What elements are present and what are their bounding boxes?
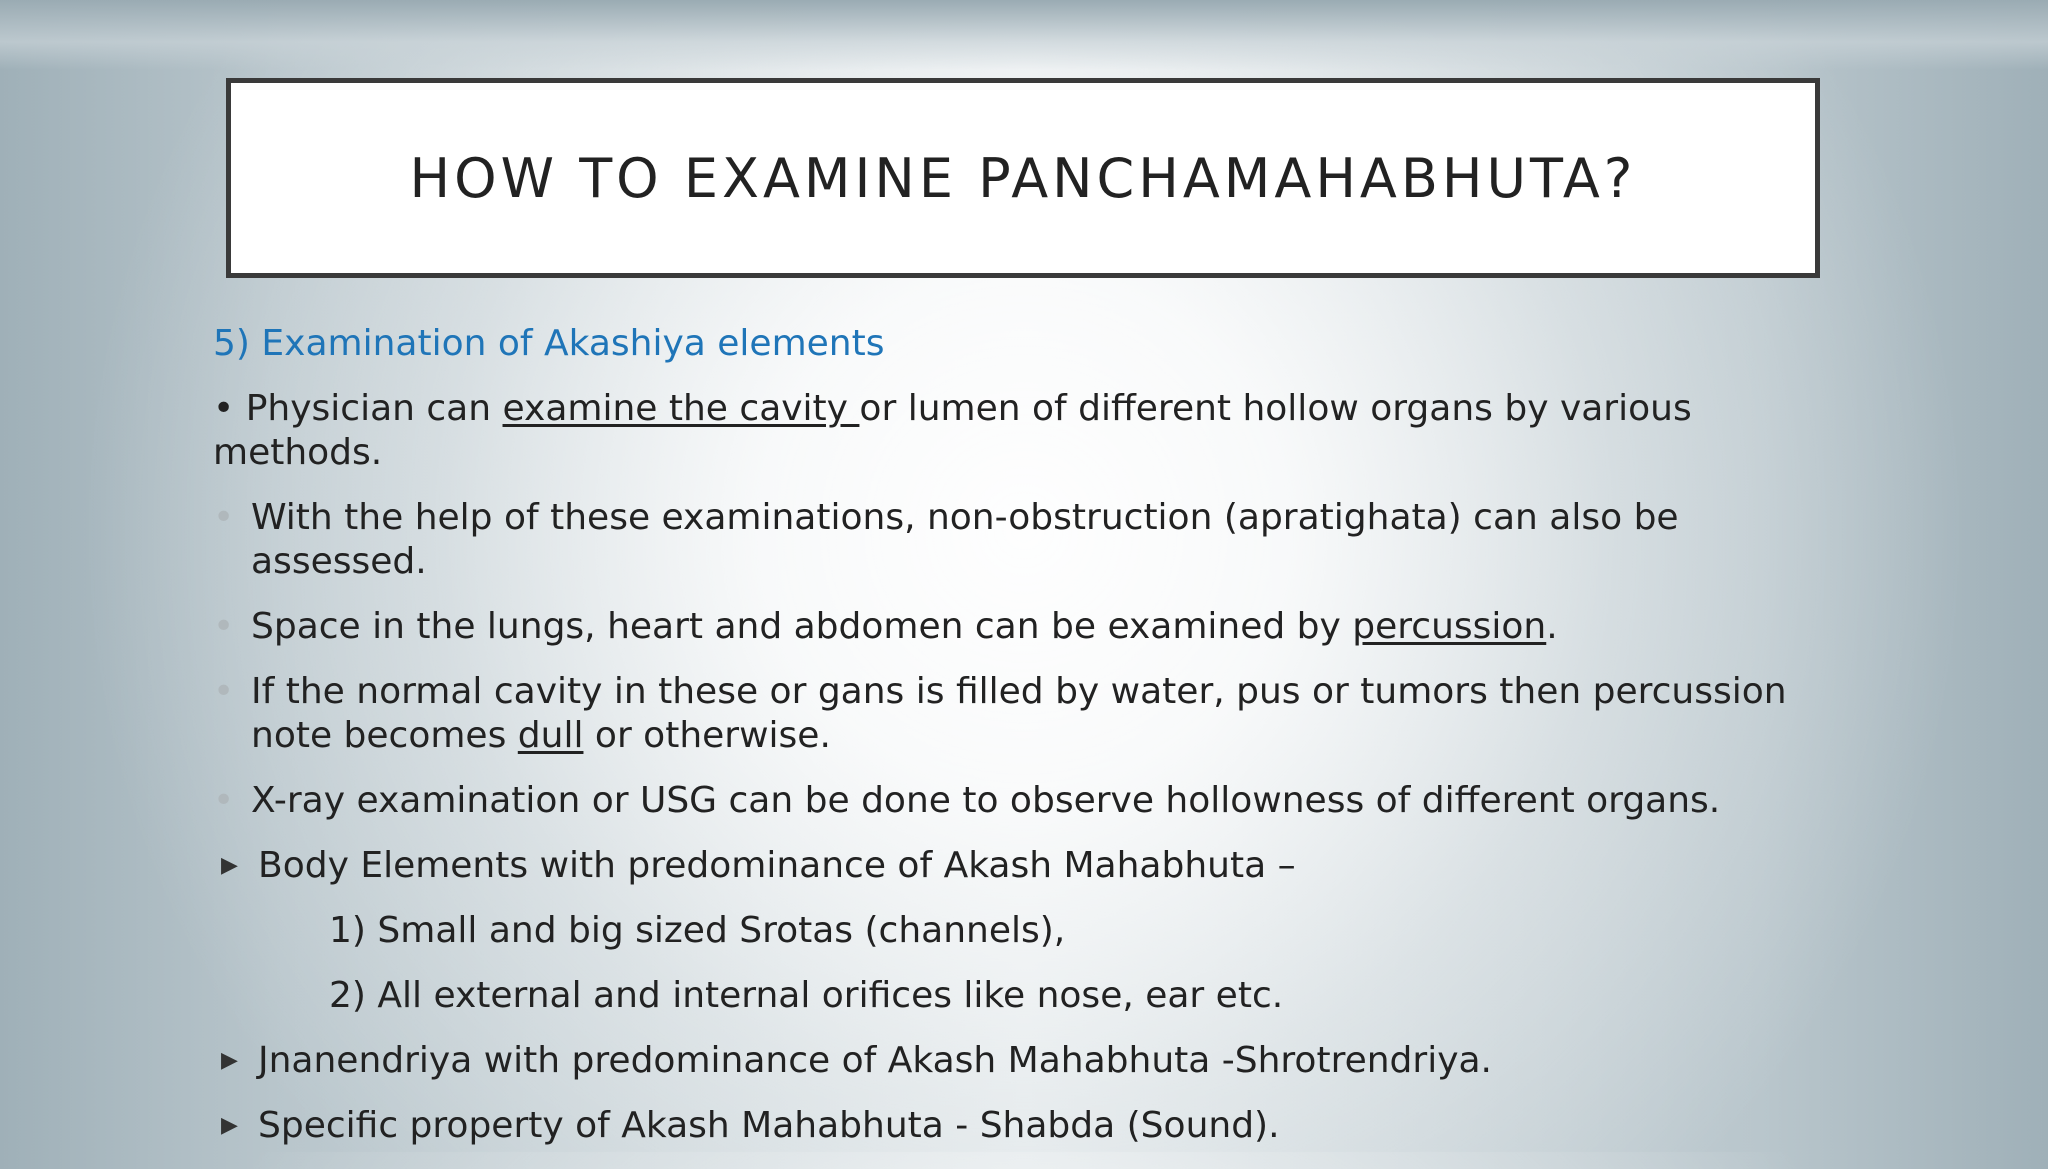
numbered-item-2: 2) All external and internal orifices like nose, ear etc. [329, 975, 1284, 1016]
triangle-right-icon: ▶ [221, 1113, 238, 1138]
bullet: • [213, 388, 235, 429]
slide-content [213, 322, 1853, 1169]
arrow-point-1 [213, 844, 1853, 888]
sub-bullet-icon: • [213, 606, 235, 647]
sub-bullet-icon: • [213, 671, 235, 712]
sub-point-post: . [1546, 606, 1558, 647]
sub-point-text: With the help of these examinations, non-obstruction (apratighata) can also be assessed. [251, 497, 1679, 582]
sub-point-pre: If the normal cavity in these or gans is filled by water, pus or tumors then percussion note becomes [251, 671, 1787, 756]
main-point-underlined: examine the cavity [502, 388, 860, 429]
arrow-point-3 [213, 1104, 1853, 1148]
sub-point-pre: Space in the lungs, heart and abdomen can be examined by [251, 606, 1353, 647]
sub-point-underlined: dull [517, 715, 584, 756]
sub-point-4 [213, 779, 1853, 823]
title-box [226, 78, 1820, 278]
sub-point-1 [213, 496, 1853, 584]
main-point [213, 387, 1853, 475]
sub-bullet-icon: • [213, 780, 235, 821]
arrow-point-text: Jnanendriya with predominance of Akash Mahabhuta -Shrotrendriya. [258, 1040, 1493, 1081]
sub-point-3 [213, 670, 1853, 758]
arrow-point-2 [213, 1039, 1853, 1083]
triangle-right-icon: ▶ [221, 853, 238, 878]
top-glow [0, 0, 2048, 70]
sub-point-2 [213, 605, 1853, 649]
arrow-point-text: Specific property of Akash Mahabhuta - Shabda (Sound). [258, 1105, 1280, 1146]
subheading: 5) Examination of Akashiya elements [213, 323, 885, 364]
triangle-right-icon: ▶ [221, 1048, 238, 1073]
numbered-item-1: 1) Small and big sized Srotas (channels), [329, 910, 1066, 951]
sub-point-text: X-ray examination or USG can be done to observe hollowness of different organs. [251, 780, 1721, 821]
main-point-post: or lumen of different hollow organs by various methods. [213, 388, 1692, 473]
main-point-pre: Physician can [245, 388, 503, 429]
sub-point-post: or otherwise. [583, 715, 831, 756]
sub-point-underlined: percussion [1352, 606, 1547, 647]
arrow-point-text: Body Elements with predominance of Akash Mahabhuta – [258, 845, 1296, 886]
slide-title: HOW TO EXAMINE PANCHAMAHABHUTA? [409, 146, 1637, 210]
sub-bullet-icon: • [213, 497, 235, 538]
